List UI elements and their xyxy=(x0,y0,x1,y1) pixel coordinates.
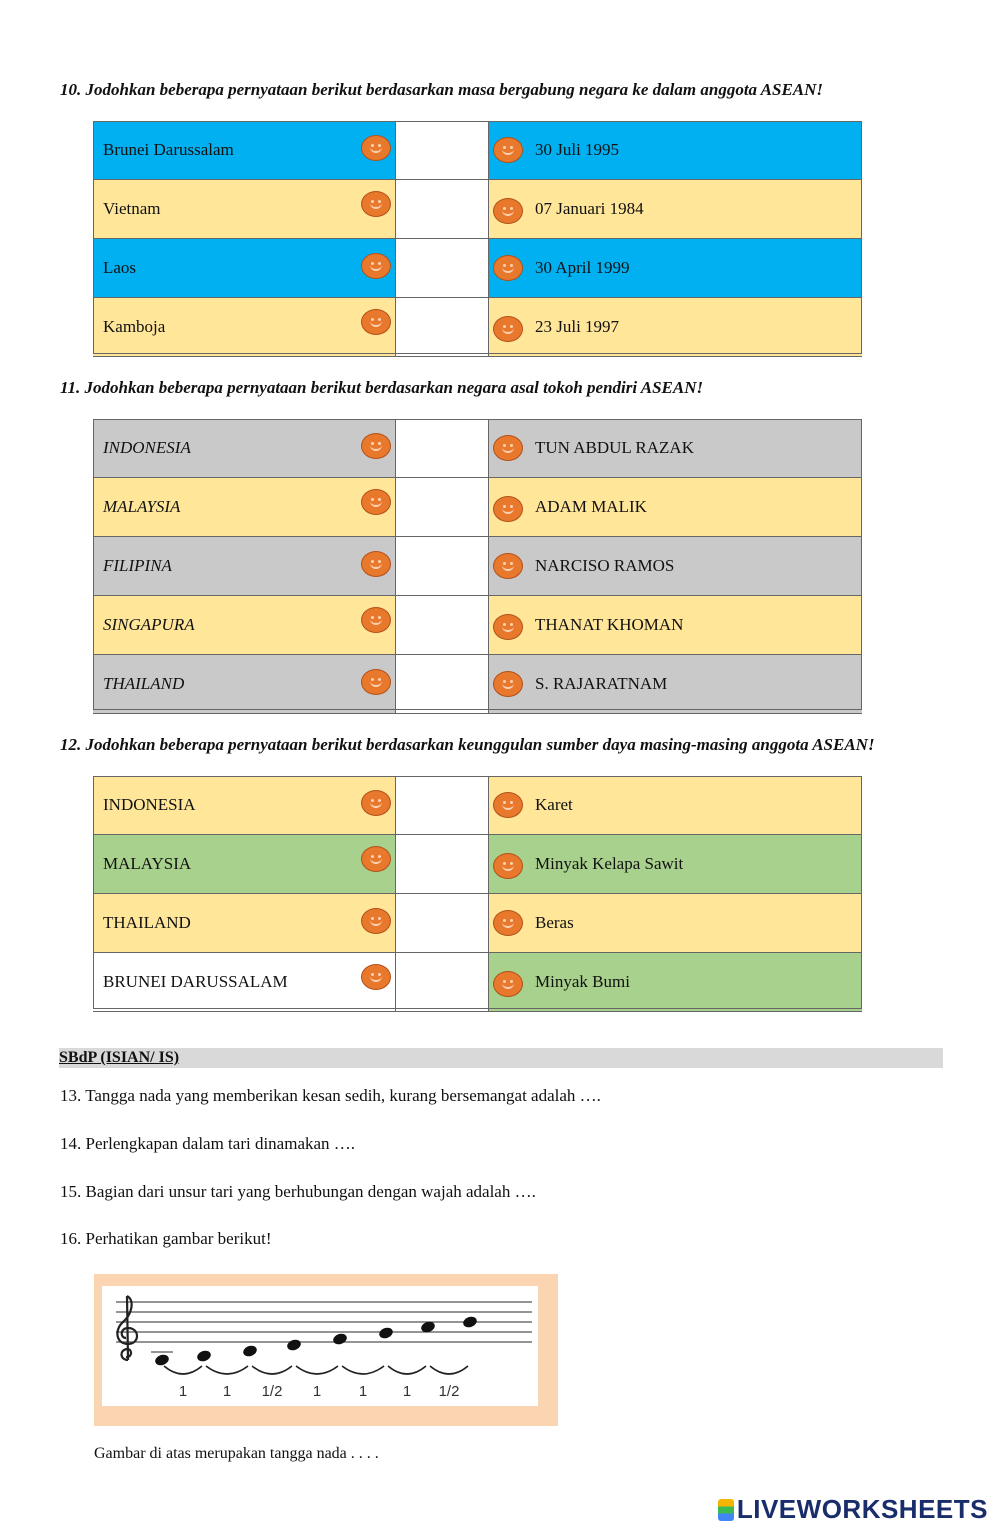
match-left-label: Vietnam xyxy=(103,199,161,218)
match-row xyxy=(93,478,862,537)
match-right-cell xyxy=(489,180,862,238)
smiley-connector-icon[interactable] xyxy=(361,551,391,577)
interval-label: 1 xyxy=(358,1383,368,1400)
match-right-cell xyxy=(489,776,862,834)
smiley-connector-icon[interactable] xyxy=(493,971,523,997)
match-right-cell xyxy=(489,596,862,654)
match-gap xyxy=(396,537,489,595)
smiley-connector-icon[interactable] xyxy=(493,496,523,522)
match-gap xyxy=(396,835,489,893)
match-gap xyxy=(396,239,489,297)
match-gap xyxy=(396,121,489,179)
match-left-cell xyxy=(93,894,396,952)
music-note xyxy=(154,1353,171,1367)
smiley-connector-icon[interactable] xyxy=(493,137,523,163)
interval-label: 1/2 xyxy=(261,1383,283,1400)
interval-arc xyxy=(388,1366,426,1374)
match-left-cell xyxy=(93,776,396,834)
match-right-label: 07 Januari 1984 xyxy=(535,199,644,218)
smiley-connector-icon[interactable] xyxy=(493,553,523,579)
music-note xyxy=(462,1315,479,1329)
match-row xyxy=(93,537,862,596)
match-left-label: THAILAND xyxy=(103,674,185,693)
match-right-cell xyxy=(489,655,862,713)
match-left-label: Laos xyxy=(103,258,137,277)
smiley-connector-icon[interactable] xyxy=(361,669,391,695)
match-left-cell xyxy=(93,180,396,238)
match-left-cell xyxy=(93,655,396,713)
match-gap xyxy=(396,776,489,834)
match-right-label: NARCISO RAMOS xyxy=(535,556,675,575)
match-right-cell xyxy=(489,298,862,356)
match-row xyxy=(93,776,862,835)
treble-clef-icon xyxy=(117,1296,137,1360)
match-row xyxy=(93,298,862,357)
match-left-cell xyxy=(93,419,396,477)
smiley-connector-icon[interactable] xyxy=(493,792,523,818)
match-right-cell xyxy=(489,478,862,536)
match-gap xyxy=(396,180,489,238)
smiley-connector-icon[interactable] xyxy=(361,846,391,872)
smiley-connector-icon[interactable] xyxy=(493,671,523,697)
question-15: 15. Bagian dari unsur tari yang berhubungan dengan wajah adalah …. xyxy=(60,1182,536,1201)
match-right-label: S. RAJARATNAM xyxy=(535,674,668,693)
match-right-label: 23 Juli 1997 xyxy=(535,317,620,336)
match-right-cell xyxy=(489,953,862,1011)
match-row xyxy=(93,835,862,894)
match-right-cell xyxy=(489,239,862,297)
logo-text: LIVEWORKSHEETS xyxy=(736,1494,988,1524)
music-note xyxy=(286,1338,303,1352)
match-right-label: 30 Juli 1995 xyxy=(535,140,620,159)
matching-table-11 xyxy=(93,419,862,714)
smiley-connector-icon[interactable] xyxy=(361,790,391,816)
match-row xyxy=(93,596,862,655)
music-note xyxy=(332,1332,349,1346)
liveworksheets-logo-icon xyxy=(718,1499,734,1521)
match-left-label: MALAYSIA xyxy=(103,854,192,873)
smiley-connector-icon[interactable] xyxy=(493,435,523,461)
interval-arc xyxy=(206,1366,248,1374)
question-11-prompt: 11. Jodohkan beberapa pernyataan berikut berdasarkan negara asal tokoh pendiri ASEAN! xyxy=(60,378,704,397)
question-14: 14. Perlengkapan dalam tari dinamakan …. xyxy=(60,1134,356,1153)
smiley-connector-icon[interactable] xyxy=(361,433,391,459)
match-left-label: BRUNEI DARUSSALAM xyxy=(103,972,288,991)
match-left-cell xyxy=(93,239,396,297)
interval-arc xyxy=(252,1366,292,1374)
music-scale-figure xyxy=(94,1274,558,1426)
interval-label: 1 xyxy=(222,1383,232,1400)
match-left-label: Kamboja xyxy=(103,317,166,336)
smiley-connector-icon[interactable] xyxy=(493,255,523,281)
smiley-connector-icon[interactable] xyxy=(493,198,523,224)
interval-label: 1 xyxy=(402,1383,412,1400)
smiley-connector-icon[interactable] xyxy=(493,316,523,342)
match-left-label: Brunei Darussalam xyxy=(103,140,234,159)
match-gap xyxy=(396,298,489,356)
match-left-cell xyxy=(93,121,396,179)
match-left-label: FILIPINA xyxy=(103,556,172,575)
section-header xyxy=(59,1048,943,1068)
match-row xyxy=(93,655,862,714)
match-right-cell xyxy=(489,835,862,893)
match-row xyxy=(93,239,862,298)
match-right-label: ADAM MALIK xyxy=(535,497,647,516)
matching-table-10 xyxy=(93,121,862,357)
smiley-connector-icon[interactable] xyxy=(493,853,523,879)
match-right-cell xyxy=(489,419,862,477)
match-right-cell xyxy=(489,121,862,179)
interval-label: 1 xyxy=(312,1383,322,1400)
match-left-label: THAILAND xyxy=(103,913,191,932)
match-left-label: INDONESIA xyxy=(103,438,191,457)
match-right-label: THANAT KHOMAN xyxy=(535,615,684,634)
match-right-label: Minyak Bumi xyxy=(535,972,630,991)
match-gap xyxy=(396,894,489,952)
question-10-prompt: 10. Jodohkan beberapa pernyataan berikut berdasarkan masa bergabung negara ke dalam anggota ASEAN! xyxy=(60,80,824,99)
interval-arc xyxy=(164,1366,202,1374)
match-gap xyxy=(396,655,489,713)
music-note xyxy=(378,1326,395,1340)
match-gap xyxy=(396,596,489,654)
match-right-cell xyxy=(489,537,862,595)
match-left-cell xyxy=(93,478,396,536)
match-left-cell xyxy=(93,298,396,356)
match-left-label: MALAYSIA xyxy=(103,497,181,516)
match-right-cell xyxy=(489,894,862,952)
smiley-connector-icon[interactable] xyxy=(361,309,391,335)
music-staff xyxy=(102,1286,538,1406)
match-gap xyxy=(396,953,489,1011)
match-right-label: Karet xyxy=(535,795,573,814)
match-right-label: Minyak Kelapa Sawit xyxy=(535,854,684,873)
match-left-cell xyxy=(93,835,396,893)
interval-arc xyxy=(430,1366,468,1374)
match-left-label: SINGAPURA xyxy=(103,615,195,634)
match-gap xyxy=(396,419,489,477)
liveworksheets-logo xyxy=(718,1494,988,1525)
smiley-connector-icon[interactable] xyxy=(361,489,391,515)
smiley-connector-icon[interactable] xyxy=(493,910,523,936)
smiley-connector-icon[interactable] xyxy=(361,964,391,990)
match-row xyxy=(93,953,862,1012)
smiley-connector-icon[interactable] xyxy=(493,614,523,640)
interval-arc xyxy=(296,1366,338,1374)
match-row xyxy=(93,180,862,239)
interval-arc xyxy=(342,1366,384,1374)
music-note xyxy=(242,1344,259,1358)
match-row xyxy=(93,894,862,953)
match-left-cell xyxy=(93,537,396,595)
interval-label: 1 xyxy=(178,1383,188,1400)
smiley-connector-icon[interactable] xyxy=(361,135,391,161)
smiley-connector-icon[interactable] xyxy=(361,253,391,279)
match-left-cell xyxy=(93,596,396,654)
section-title: SBdP (ISIAN/ IS) xyxy=(59,1049,180,1066)
match-left-label: INDONESIA xyxy=(103,795,196,814)
music-note xyxy=(196,1349,213,1363)
question-16: 16. Perhatikan gambar berikut! xyxy=(60,1229,272,1248)
interval-label: 1/2 xyxy=(438,1383,460,1400)
match-right-label: Beras xyxy=(535,913,574,932)
match-left-cell xyxy=(93,953,396,1011)
smiley-connector-icon[interactable] xyxy=(361,607,391,633)
match-row xyxy=(93,121,862,180)
matching-table-12 xyxy=(93,776,862,1012)
question-12-prompt: 12. Jodohkan beberapa pernyataan berikut berdasarkan keunggulan sumber daya masing-masing anggota ASEAN! xyxy=(60,735,875,754)
match-right-label: TUN ABDUL RAZAK xyxy=(535,438,694,457)
smiley-connector-icon[interactable] xyxy=(361,191,391,217)
music-question-caption: Gambar di atas merupakan tangga nada . . . . xyxy=(94,1445,379,1462)
smiley-connector-icon[interactable] xyxy=(361,908,391,934)
match-row xyxy=(93,419,862,478)
match-right-label: 30 April 1999 xyxy=(535,258,630,277)
question-13: 13. Tangga nada yang memberikan kesan sedih, kurang bersemangat adalah …. xyxy=(60,1086,601,1105)
match-gap xyxy=(396,478,489,536)
